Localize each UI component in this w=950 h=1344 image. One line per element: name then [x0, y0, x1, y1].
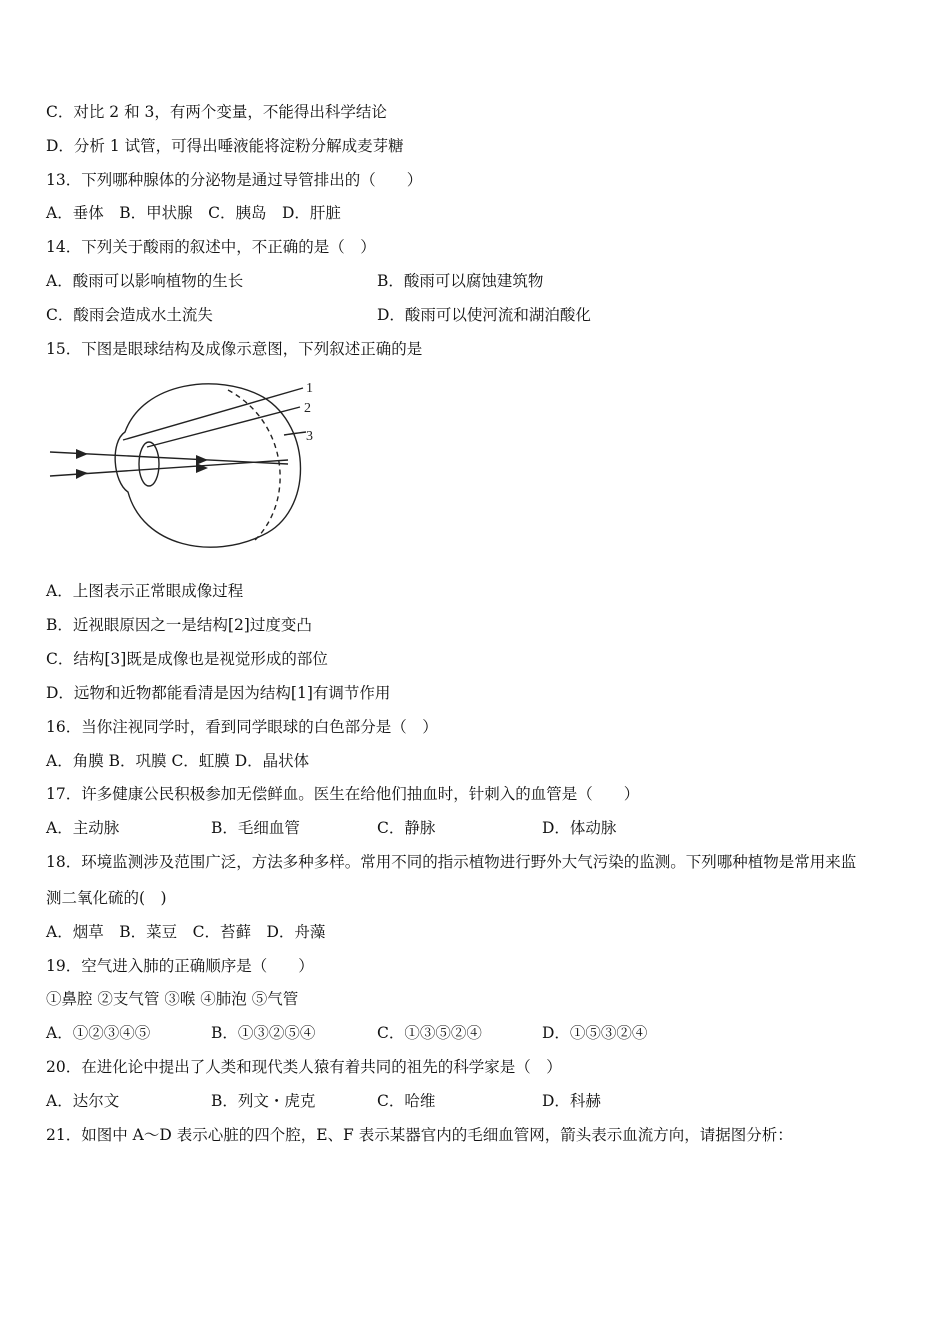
- option-q20a: A．达尔文: [46, 1092, 120, 1110]
- option-q20c: C．哈维: [377, 1092, 436, 1110]
- option-q17d: D．体动脉: [542, 819, 617, 837]
- options-q16: A．角膜 B．巩膜 C．虹膜 D．晶状体: [46, 752, 310, 770]
- eye-structure-diagram: [48, 372, 338, 552]
- options-q18: A．烟草 B．菜豆 C．苔藓 D．舟藻: [46, 923, 326, 941]
- option-q15d: D．远物和近物都能看清是因为结构[1]有调节作用: [46, 684, 391, 702]
- question-15: 15．下图是眼球结构及成像示意图，下列叙述正确的是: [46, 340, 423, 358]
- option-q14a: A．酸雨可以影响植物的生长: [46, 272, 244, 290]
- option-q12d: D．分析 1 试管，可得出唾液能将淀粉分解成麦芽糖: [46, 137, 404, 155]
- option-q17c: C．静脉: [377, 819, 436, 837]
- question-17: 17．许多健康公民积极参加无偿鲜血。医生在给他们抽血时，针刺入的血管是（ ）: [46, 785, 640, 803]
- option-q19b: B．①③②⑤④: [211, 1024, 316, 1042]
- question-19: 19．空气进入肺的正确顺序是（ ）: [46, 957, 314, 975]
- question-18: 18．环境监测涉及范围广泛，方法多种多样。常用不同的指示植物进行野外大气污染的监测。下列哪种植物是常用来监: [46, 853, 857, 871]
- option-q17a: A．主动脉: [46, 819, 120, 837]
- question-13: 13．下列哪种腺体的分泌物是通过导管排出的（ ）: [46, 171, 423, 189]
- pointer-3: [284, 432, 306, 435]
- option-q14c: C．酸雨会造成水土流失: [46, 306, 213, 324]
- option-q19d: D．①⑤③②④: [542, 1024, 648, 1042]
- option-q17b: B．毛细血管: [211, 819, 300, 837]
- items-q19: ①鼻腔 ②支气管 ③喉 ④肺泡 ⑤气管: [46, 990, 299, 1008]
- question-16: 16．当你注视同学时，看到同学眼球的白色部分是（ ）: [46, 718, 438, 736]
- figure-label-3: 3: [306, 429, 313, 444]
- retina-dashed: [228, 390, 280, 542]
- option-q15c: C．结构[3]既是成像也是视觉形成的部位: [46, 650, 328, 668]
- options-q13: A．垂体 B．甲状腺 C．胰岛 D．肝脏: [46, 204, 341, 222]
- question-18-cont: 测二氧化硫的( ): [46, 889, 167, 907]
- option-q15b: B．近视眼原因之一是结构[2]过度变凸: [46, 616, 312, 634]
- figure-label-1: 1: [306, 381, 313, 396]
- option-q19c: C．①③⑤②④: [377, 1024, 482, 1042]
- option-q20b: B．列文・虎克: [211, 1092, 316, 1110]
- figure-label-2: 2: [304, 401, 311, 416]
- question-20: 20．在进化论中提出了人类和现代类人猿有着共同的祖先的科学家是（ ）: [46, 1058, 562, 1076]
- pointer-1: [123, 388, 303, 440]
- lens: [139, 442, 159, 486]
- arrow-mid-bottom: [196, 463, 208, 473]
- option-q20d: D．科赫: [542, 1092, 601, 1110]
- arrow-mid-top: [196, 455, 208, 465]
- option-q12c: C．对比 2 和 3，有两个变量，不能得出科学结论: [46, 103, 387, 121]
- option-q15a: A．上图表示正常眼成像过程: [46, 582, 244, 600]
- arrow-top: [76, 449, 88, 459]
- question-21: 21．如图中 A～D 表示心脏的四个腔，E、F 表示某器官内的毛细血管网，箭头表示血流方向，请据图分析：: [46, 1126, 793, 1144]
- option-q14d: D．酸雨可以使河流和湖泊酸化: [377, 306, 591, 324]
- option-q19a: A．①②③④⑤: [46, 1024, 151, 1042]
- option-q14b: B．酸雨可以腐蚀建筑物: [377, 272, 544, 290]
- question-14: 14．下列关于酸雨的叙述中，不正确的是（ ）: [46, 238, 376, 256]
